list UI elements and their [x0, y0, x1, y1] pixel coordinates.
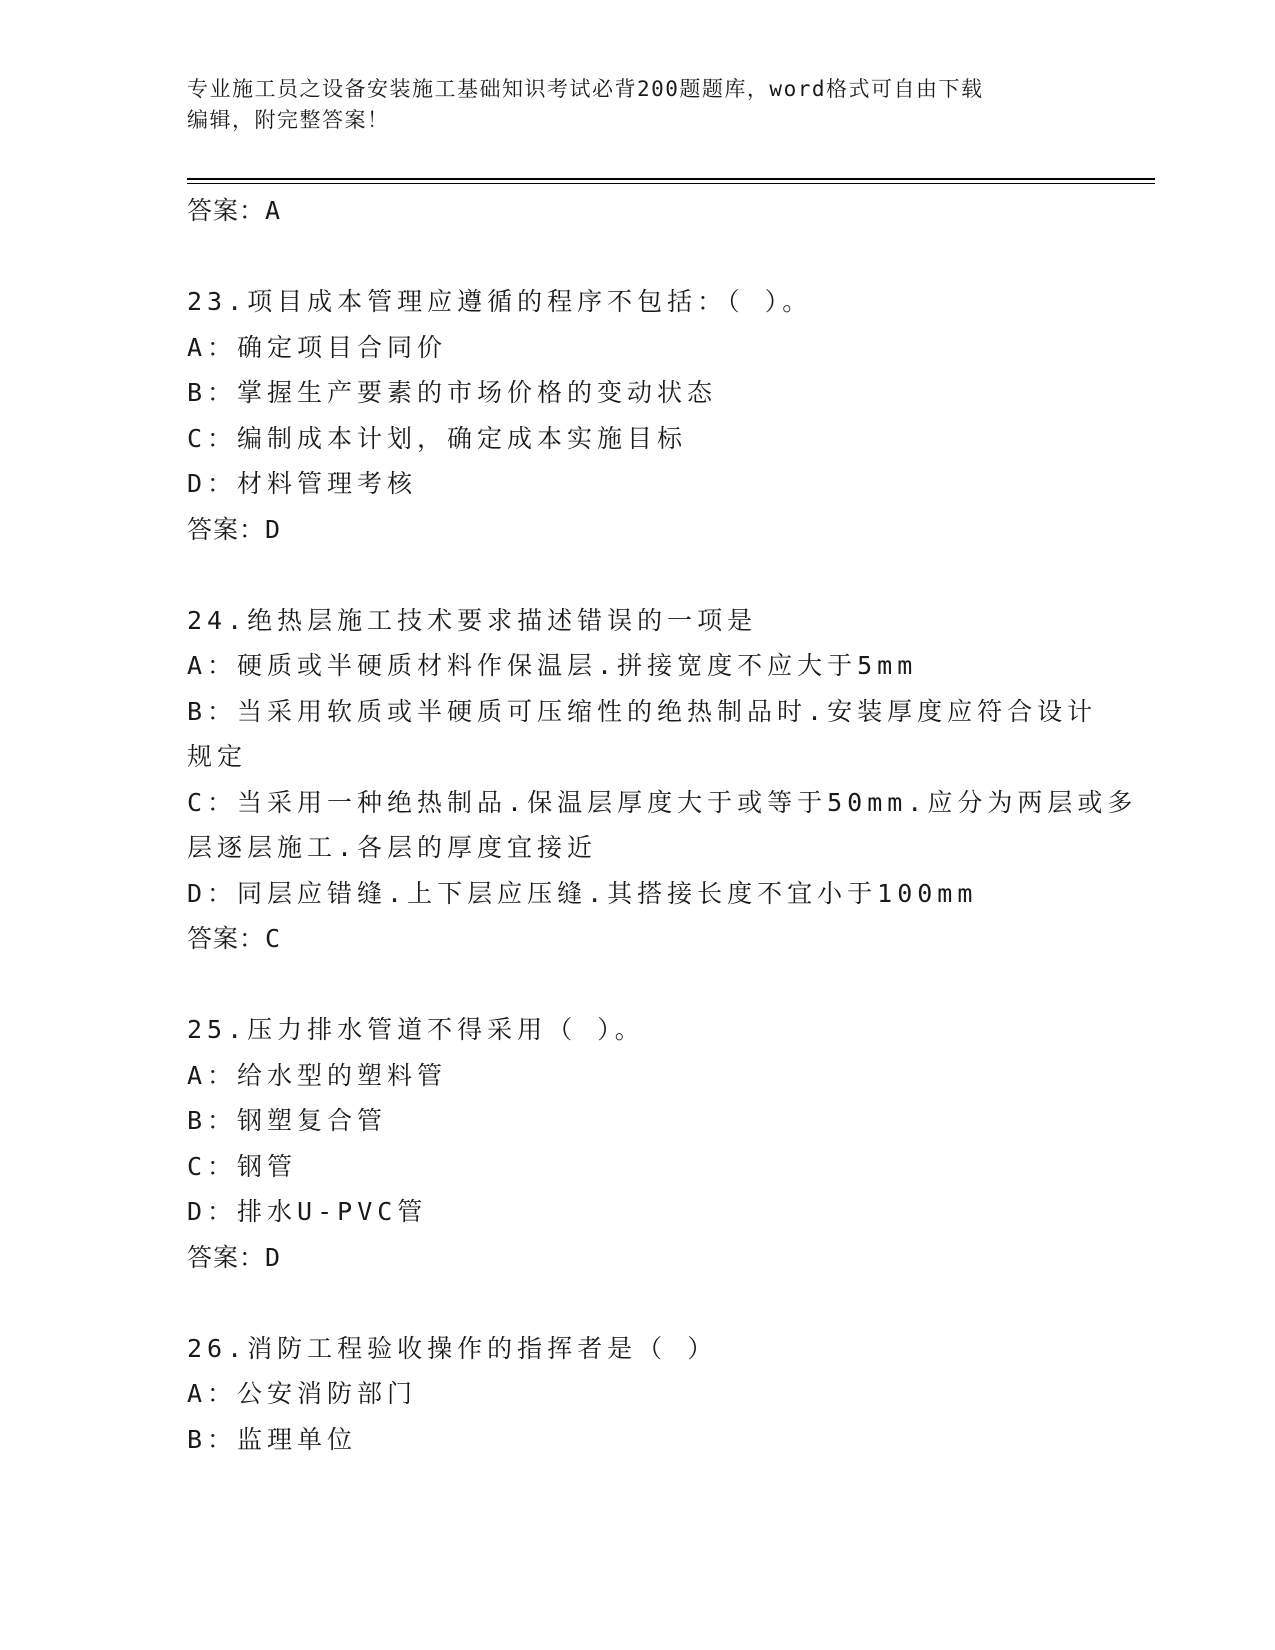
option-a: A：公安消防部门 [187, 1379, 418, 1408]
answer-line: 答案：A [187, 196, 282, 225]
question-stem: 26.消防工程验收操作的指挥者是（ ） [187, 1333, 718, 1363]
option-c-continued: 层逐层施工.各层的厚度宜接近 [187, 833, 598, 862]
option-c: C：钢管 [187, 1151, 298, 1181]
option-c: C：编制成本计划，确定成本实施目标 [187, 423, 688, 453]
question-list [187, 188, 1138, 1462]
answer-line: 答案：D [187, 514, 282, 544]
option-b: B：当采用软质或半硬质可压缩性的绝热制品时.安装厚度应符合设计 [187, 696, 1098, 726]
option-b: B：掌握生产要素的市场价格的变动状态 [187, 378, 718, 407]
question-block [187, 1326, 1087, 1463]
option-c: C：当采用一种绝热制品.保温层厚度大于或等于50mm.应分为两层或多 [187, 787, 1138, 817]
option-a: A：确定项目合同价 [187, 332, 448, 362]
option-b-continued: 规定 [187, 742, 248, 771]
option-b: B：钢塑复合管 [187, 1106, 388, 1135]
header-divider-thick [187, 178, 1155, 180]
spacer [187, 1281, 1087, 1326]
option-a: A：硬质或半硬质材料作保温层.拼接宽度不应大于5mm [187, 651, 918, 680]
question-stem: 24.绝热层施工技术要求描述错误的一项是 [187, 605, 758, 635]
header-line-1: 专业施工员之设备安装施工基础知识考试必背200题题库，word格式可自由下载 [187, 77, 984, 101]
question-stem: 23.项目成本管理应遵循的程序不包括：（ ）。 [187, 287, 813, 316]
question-stem: 25.压力排水管道不得采用（ ）。 [187, 1015, 645, 1044]
option-a: A：给水型的塑料管 [187, 1060, 448, 1090]
question-block [187, 598, 1138, 963]
option-b: B：监理单位 [187, 1424, 358, 1454]
option-d: D：同层应错缝.上下层应压缝.其搭接长度不宜小于100mm [187, 878, 978, 908]
option-d: D：材料管理考核 [187, 469, 418, 498]
spacer [187, 553, 1087, 598]
answer-line: 答案：D [187, 1242, 282, 1272]
header-line-2: 编辑，附完整答案！ [187, 108, 390, 132]
page-header [187, 74, 1067, 136]
answer-line: 答案：C [187, 924, 282, 953]
spacer [187, 962, 1087, 1007]
option-d: D：排水U-PVC管 [187, 1197, 428, 1226]
question-block [187, 1007, 1087, 1281]
spacer [187, 234, 1087, 279]
question-block [187, 279, 1087, 553]
header-divider-thin [187, 183, 1155, 184]
